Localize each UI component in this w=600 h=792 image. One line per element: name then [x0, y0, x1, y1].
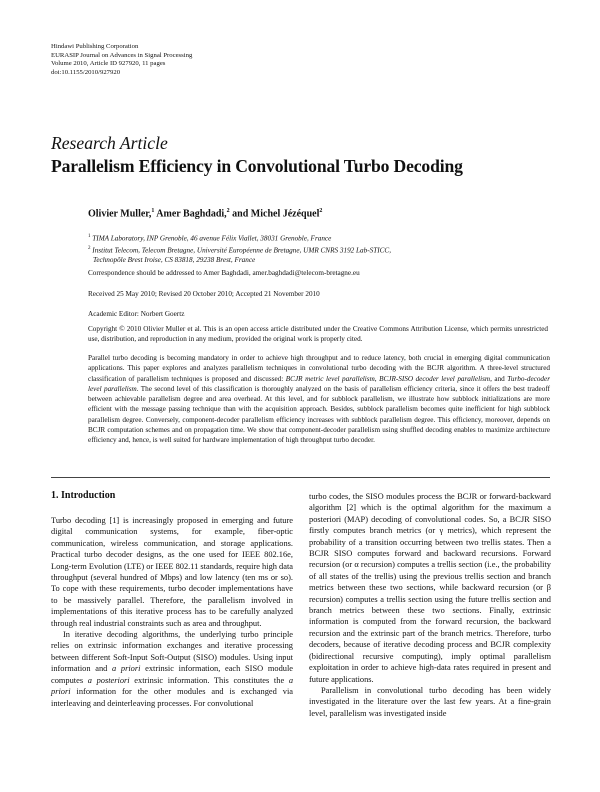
author-name: Amer Baghdadi,: [156, 208, 227, 220]
body-paragraph: Turbo decoding [1] is increasingly proposed in emerging and future digital communication systems, for example, fiber-optic communication, wireless communication, and storage applications. Practical turbo decoder designs, as the one used for IEEE 802.16e, Long-term Evolution (LTE) or IEEE 802.11 standards, require high data throughput (several hundred of Mbps) and low latency (ten ms or so). To cope with these requirements, turbo decoder implementations have to be massively parallel. Therefore, the parallelism involved in implementations of this iterative process has to be carefully analyzed through real industrial constraints such as area and throughput.: [51, 516, 293, 628]
body-paragraph: In iterative decoding algorithms, the underlying turbo principle relies on extrinsic information exchanges and iterative processing between different Soft-Input Soft-Output (SISO) modules. Using input information and a priori extrinsic information, each SISO module computes a posteriori extrinsic information. This constitutes the a priori information for the other modules and is exchanged via interleaving and deinterleaving processes. For convolutional: [51, 630, 293, 708]
affiliation-text: Institut Telecom, Telecom Bretagne, Université Européenne de Bretagne, UMR CNRS 3192 Lab-STICC,: [92, 246, 391, 255]
affiliation-number: 2: [88, 245, 91, 251]
author-affiliation-mark: 1: [151, 208, 155, 214]
volume-line: Volume 2010, Article ID 927920, 11 pages: [51, 60, 166, 68]
publisher-line: Hindawi Publishing Corporation: [51, 43, 139, 50]
academic-editor: Academic Editor: Norbert Goertz: [88, 310, 185, 318]
doi-line: doi:10.1155/2010/927920: [51, 68, 121, 76]
author-list: [88, 208, 322, 219]
author-name: Olivier Muller,: [88, 208, 152, 220]
article-title: Parallelism Efficiency in Convolutional Turbo Decoding: [51, 156, 463, 176]
author-affiliation-mark: 2: [319, 208, 323, 214]
body-paragraph: Parallelism in convolutional turbo decoding has been widely investigated in the literature over the last few years. At a fine-grain level, parallelism was investigated inside: [309, 685, 551, 718]
affiliation-item: [88, 232, 548, 244]
author-name: and Michel Jézéquel: [232, 208, 320, 220]
body-paragraph: turbo codes, the SISO modules process the BCJR or forward-backward algorithm [2] which is the optimal algorithm for the maximum a posteriori (MAP) decoding of convolutional codes. So, a BCJR SISO firstly computes branch metrics (or γ metrics), which represent the probability of a transition occurring between two trellis states. Then a BCJR SISO computes forward and backward recursions. Forward recursion (or α recursion) computes a trellis section (i.e., the probability of all states of the trellis) using the previous trellis section and branch metrics between these two sections, while backward recursion (or β recursion) computes a trellis section using the future trellis section and branch metrics between these two sections. Finally, extrinsic information is computed from the forward recursion, the backward recursion and the extrinsic part of the branch metrics. Therefore, turbo decoders, because of iterative decoding process and BCJR complexity (bidirectional recursive computing), imply optimal parallelism exploitation in order to achieve high-data rates required in present and future applications.: [309, 492, 551, 684]
section-heading: 1. Introduction: [51, 490, 116, 501]
publication-dates: Received 25 May 2010; Revised 20 October 2010; Accepted 21 November 2010: [88, 290, 320, 298]
affiliation-continuation: Technopôle Brest Iroise, CS 83818, 29238 Brest, France: [93, 256, 256, 265]
copyright-notice: Copyright © 2010 Olivier Muller et al. This is an open access article distributed under the Creative Commons Attribution License, which permits unrestricted use, distribution, and reproduction in any medium, provided the original work is properly cited.: [88, 325, 548, 344]
correspondence: Correspondence should be addressed to Amer Baghdadi, amer.baghdadi@telecom-bretagne.eu: [88, 269, 360, 277]
affiliation-text: TIMA Laboratory, INP Grenoble, 46 avenue Félix Viallet, 38031 Grenoble, France: [92, 234, 332, 243]
journal-header: [51, 43, 192, 77]
author-affiliation-mark: 2: [226, 208, 230, 214]
body-column-left: [51, 515, 293, 709]
abstract: Parallel turbo decoding is becoming mandatory in order to achieve high throughput and to reduce latency, both crucial in emerging digital communication applications. This paper explores and analyzes parallelism techniques in convolutional turbo decoding with the BCJR algorithm. A three-level structured classification of parallelism techniques is proposed and discussed: BCJR metric level parallelism, BCJR-SISO decoder level parallelism, and Turbo-decoder level parallelism. The second level of this classification is thoroughly analyzed on the basis of parallelism efficiency criteria, since it offers the best tradeoff between achievable parallelism degree and area overhead. At this level, and for subblock parallelism, we illustrate how subblock initializations are more efficient with the message passing technique than with the acquisition approach. Besides, subblock parallelism becomes quite inefficient for high subblock parallelism degree. Conversely, component-decoder parallelism efficiency increases with subblock parallelism degree. This efficiency, moreover, depends on BCJR computation schemes and on propagation time. We show that component-decoder parallelism using shuffled decoding enables to maximize architecture efficiency and, hence, is well suited for hardware implementation of high throughput turbo decoder.: [88, 354, 551, 445]
article-type: Research Article: [51, 133, 168, 153]
body-column-right: [309, 491, 551, 719]
section-divider: [51, 477, 550, 478]
journal-line: EURASIP Journal on Advances in Signal Processing: [51, 51, 193, 59]
affiliation-number: 1: [88, 234, 91, 239]
affiliation-item: [88, 244, 548, 256]
affiliations: [88, 232, 548, 266]
